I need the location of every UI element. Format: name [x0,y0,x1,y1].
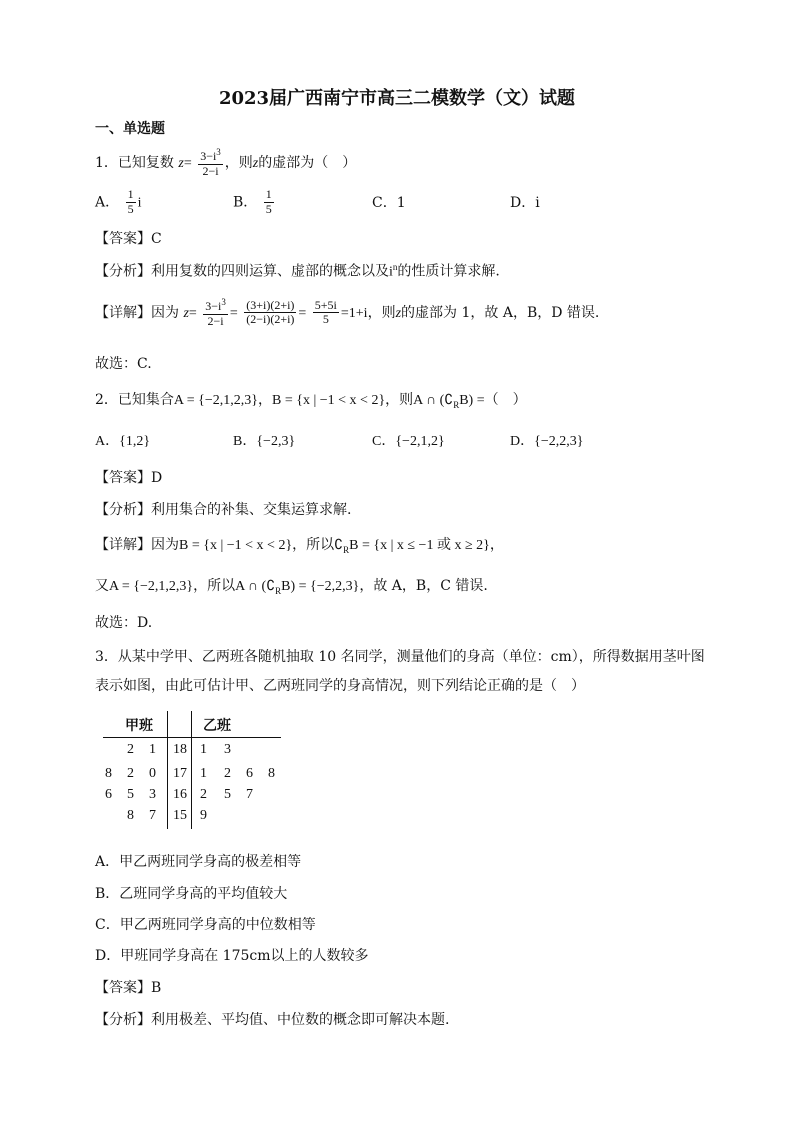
q2-expr-tail: B) = [459,393,485,408]
stem-value: 18 [173,742,187,757]
right-leaf: 7 [246,787,253,802]
q3-stem-line1: 3．从某中学甲、乙两班各随机抽取 10 名同学，测量他们的身高（单位：cm），所得数据用茎叶图 [95,649,705,665]
q2-line2-result: B) = {−2,2,3} [281,579,360,594]
q1-detail-tail: =1+i [340,305,368,321]
q2-line2-set-a: A = {−2,1,2,3} [109,579,194,594]
right-leaf: 2 [224,766,231,781]
left-leaf: 3 [149,787,156,802]
left-leaf: 2 [127,742,134,757]
q2-stem-text: 已知集合 [117,392,174,408]
stem-value: 16 [173,787,187,802]
q1-detail-text-c: 的虚部为 1，故 A，B，D 错误. [401,304,600,321]
right-leaf: 9 [200,808,207,823]
right-leaf: 2 [200,787,207,802]
q2-answer-value: D [151,470,163,486]
q1-fraction [198,147,223,179]
q3-analysis [95,1012,449,1029]
q1-option-b-fraction [264,188,274,217]
stem-leaf-header-right: 乙班 [203,718,231,734]
q2-line2-text-f: ，故 A，B，C 错误. [359,578,488,594]
q1-detail-frac3-num: 5+5i [314,297,337,312]
q1-option-a [95,188,141,217]
q3-option-b: B．乙班同学身高的平均值较大 [95,886,288,902]
q1-choose: 故选：C. [95,356,152,372]
q1-number: 1． [95,154,118,171]
q1-analysis-tag: 【分析】 [95,263,151,280]
q2-analysis-text: 利用集合的补集、交集运算求解. [151,502,352,518]
stem-leaf-header-left: 甲班 [125,718,153,734]
q2-set-b: B = {x | −1 < x < 2} [272,393,386,408]
q2-detail-set-b: B = {x | −1 < x < 2} [179,538,293,553]
q2-expr-sub: R [453,399,460,410]
left-leaf: 7 [149,808,156,823]
q2-detail-tag: 【详解】 [95,537,151,553]
q1-frac-num-exp: 3 [216,147,221,157]
right-leaf: 1 [200,742,207,757]
q1-option-a-den: 5 [127,201,134,216]
page-title: 2023届广西南宁市高三二模数学（文）试题 [218,88,576,109]
q1-stem-text: 已知复数 [117,154,174,171]
q3-answer-tag: 【答案】 [95,980,151,996]
q1-detail-eq3: = [298,305,307,321]
q2-sep: ， [258,392,272,408]
q2-option-c: C．{−2,1,2} [372,434,445,449]
q1-analysis-i: i [389,264,393,280]
q1-detail-frac1-den: 2−i [207,313,224,328]
q2-stem-text-b: ，则 [385,392,414,408]
q1-detail-text-b: ，则 [367,304,396,321]
section-heading: 一、单选题 [95,121,165,137]
right-leaf: 5 [224,787,231,802]
q1-option-c: C．1 [372,195,406,211]
q2-detail-text: 因为 [151,537,179,553]
q1-var-z: z [178,155,184,171]
q1-stem [95,147,356,179]
q1-analysis-text: 利用复数的四则运算、虚部的概念以及 [151,263,389,280]
q2-line2-text-a: 又 [95,578,109,594]
q1-stem-text-b: ，则 [224,154,253,171]
left-leaf: 1 [149,742,156,757]
left-leaf: 0 [149,766,156,781]
q2-detail-complement-sub: R [343,544,350,555]
q1-option-d: D．i [510,195,540,211]
q1-option-a-fraction [126,188,136,217]
q1-option-a-label: A． [95,194,120,211]
q1-detail-frac-2 [244,299,296,328]
q1-stem-text-c: 的虚部为（ ） [258,154,357,171]
stem-value: 17 [173,766,187,781]
left-leaf: 5 [127,787,134,802]
q3-stem-line2: 表示如图，由此可估计甲、乙两班同学的身高情况，则下列结论正确的是（ ） [95,678,585,694]
q3-option-d: D．甲班同学身高在 175cm以上的人数较多 [95,948,369,964]
q1-frac-num: 3−i [200,149,217,163]
q1-option-b-num: 1 [265,187,272,201]
q1-frac-den: 2−i [202,163,219,178]
q1-detail-eq1: = [188,305,197,321]
q2-option-b: B．{−2,3} [233,434,296,449]
q2-set-a: A = {−2,1,2,3} [173,393,258,408]
q1-answer-value: C [151,231,162,247]
stem-leaf-rule-right [191,711,192,829]
q1-answer [95,231,162,248]
q1-detail-frac2-num: (3+i)(2+i) [246,297,295,312]
q1-eq: = [183,155,192,171]
q1-detail-frac1-exp: 3 [221,297,226,307]
q2-analysis [95,502,351,519]
q1-analysis-text-b: 的性质计算求解. [397,263,500,280]
q2-option-d: D．{−2,2,3} [510,434,584,449]
q1-analysis-exp: n [392,262,398,272]
q2-detail-line2 [95,578,488,597]
q1-option-b-label: B． [233,194,258,211]
stem-leaf-rule-left [167,711,168,829]
q2-detail-text-f: ， [489,537,504,553]
q1-var-z2: z [252,155,259,171]
q2-line2-expr: A ∩ (∁ [235,579,276,594]
q2-analysis-tag: 【分析】 [95,502,151,518]
q3-option-c: C．甲乙两班同学身高的中位数相等 [95,917,316,933]
q2-number: 2． [95,392,118,408]
right-leaf: 3 [224,742,231,757]
right-leaf: 6 [246,766,253,781]
q2-stem-text-c: （ ） [484,392,527,408]
q1-detail-frac-1 [203,297,228,329]
q1-detail [95,297,599,329]
q2-answer [95,470,162,487]
q2-expr: A ∩ (∁ [413,393,454,408]
stem-value: 15 [173,808,187,823]
left-leaf: 8 [127,808,134,823]
q1-detail-z2: z [395,305,402,321]
q2-detail-text-c: ，所以 [292,537,335,553]
left-leaf: 2 [127,766,134,781]
q1-option-a-num: 1 [127,187,134,201]
q3-analysis-tag: 【分析】 [95,1012,151,1028]
q1-detail-frac-3 [313,299,339,328]
q2-stem [95,392,527,411]
q2-answer-tag: 【答案】 [95,470,151,486]
q1-detail-frac3-den: 5 [322,312,329,327]
q1-detail-eq2: = [229,305,238,321]
q3-answer-value: B [151,980,162,996]
q2-choose: 故选：D. [95,615,153,631]
q1-detail-text: 因为 [151,304,179,321]
q3-answer [95,980,161,997]
right-leaf: 8 [268,766,275,781]
q3-analysis-text: 利用极差、平均值、中位数的概念即可解决本题. [151,1012,450,1028]
right-leaf: 1 [200,766,207,781]
q3-option-a: A．甲乙两班同学身高的极差相等 [95,854,302,870]
stem-leaf-header-rule [103,737,281,738]
q2-line2-expr-sub: R [275,585,282,596]
left-leaf: 8 [105,766,112,781]
q2-line2-text-c: ，所以 [193,578,236,594]
q1-option-a-suffix: i [137,195,142,211]
q2-detail-complement: ∁ [334,538,344,553]
q1-detail-z: z [183,305,189,321]
left-leaf: 6 [105,787,112,802]
q1-answer-tag: 【答案】 [95,231,151,247]
q1-detail-tag: 【详解】 [95,304,151,321]
stem-leaf-plot [103,711,283,829]
q2-option-a: A．{1,2} [95,434,151,449]
q2-detail [95,537,504,556]
q1-detail-frac1-num: 3−i [205,299,222,313]
q1-analysis [95,262,500,281]
q1-option-b-den: 5 [265,201,272,216]
q2-detail-complement-set: B = {x | x ≤ −1 或 x ≥ 2} [349,538,490,553]
q1-option-b [233,188,276,217]
q1-detail-frac2-den: (2−i)(2+i) [246,312,295,327]
